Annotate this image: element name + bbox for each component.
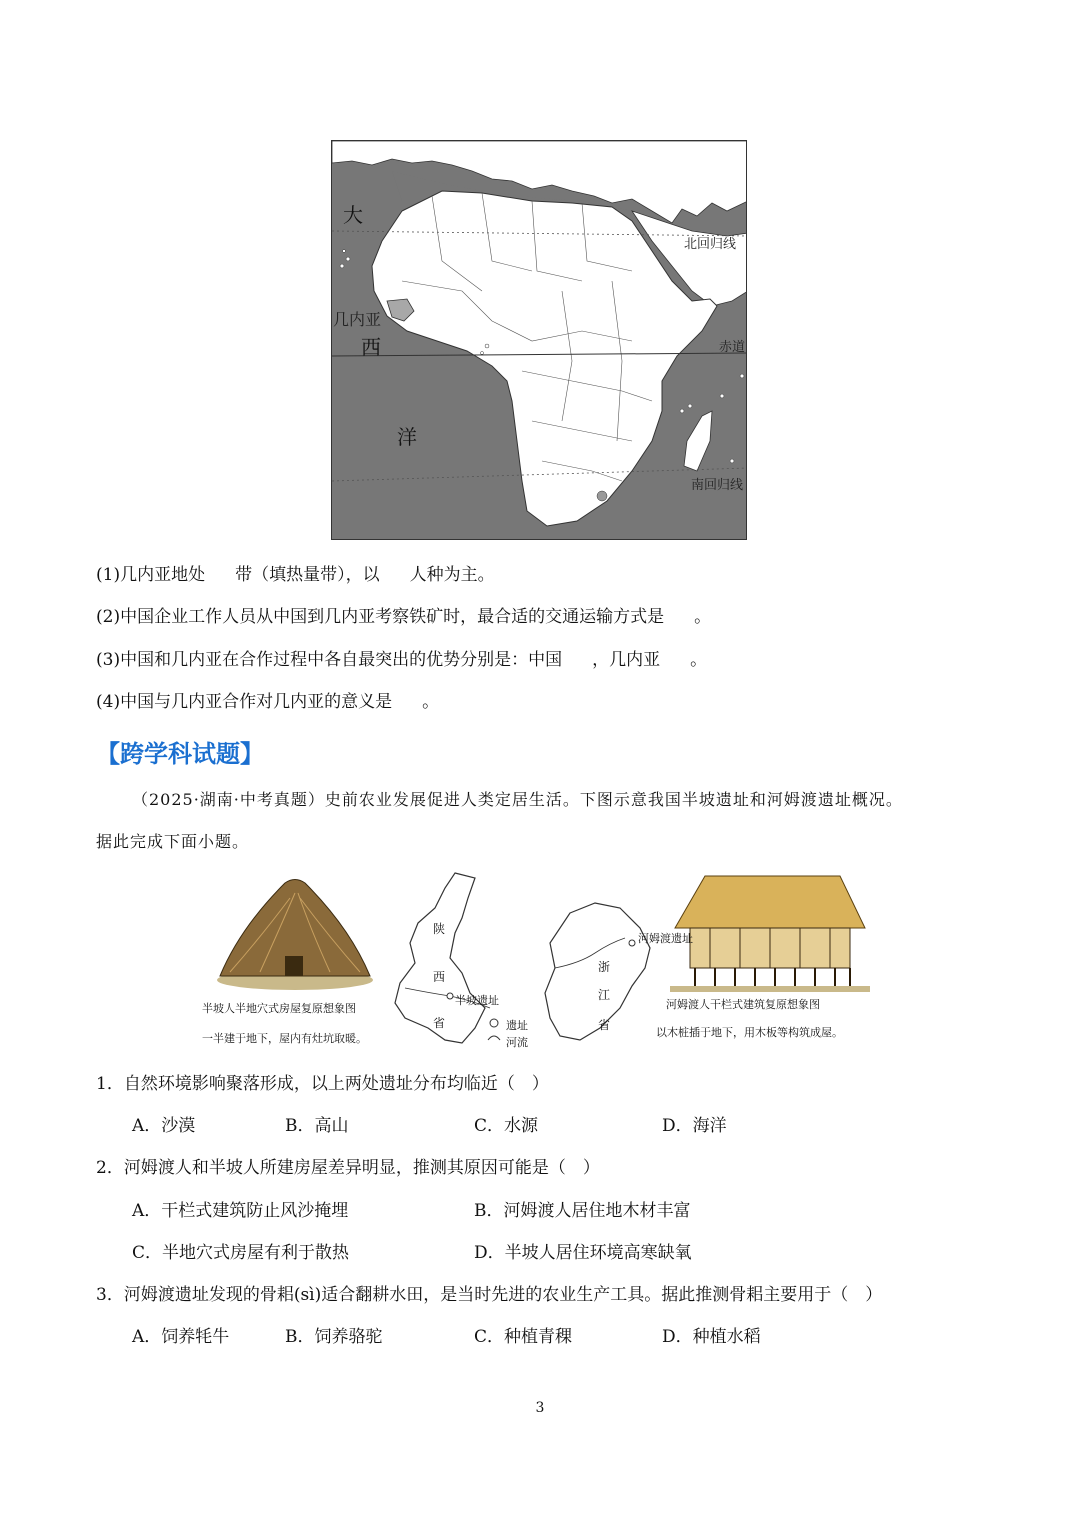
zhejiang-char-2: 江	[598, 988, 611, 1002]
mcq-1-stem: 1．自然环境影响聚落形成，以上两处遗址分布均临近（ ）	[96, 1074, 549, 1094]
map-label-tropic-capricorn: 南回归线	[691, 478, 744, 493]
page-number: 3	[535, 1400, 545, 1416]
q2-part-a: (2)中国企业工作人员从中国到几内亚考察铁矿时，最合适的交通运输方式是	[96, 607, 665, 627]
hemudu-site-label: 河姆渡遗址	[638, 932, 693, 945]
zhejiang-char-1: 浙	[598, 960, 611, 974]
intro-line-2: 据此完成下面小题。	[96, 832, 250, 851]
hemudu-caption-2: 以木桩插于地下，用木板等构筑成屋。	[656, 1026, 843, 1039]
q4-part-a: (4)中国与几内亚合作对几内亚的意义是	[96, 692, 393, 712]
mcq-3-stem: 3．河姆渡遗址发现的骨耜(sì)适合翻耕水田，是当时先进的农业生产工具。据此推测骨耜主要用于（ ）	[96, 1285, 883, 1305]
banpo-site-marker	[447, 993, 453, 999]
mcq-2-stem: 2．河姆渡人和半坡人所建房屋差异明显，推测其原因可能是（ ）	[96, 1158, 600, 1178]
q2-part-b: 。	[694, 607, 712, 627]
lesotho	[597, 491, 607, 501]
madagascar	[684, 411, 712, 471]
legend-river-label: 河流	[506, 1036, 528, 1049]
map-label-equator: 赤道	[719, 340, 746, 355]
q1-part-a: (1)几内亚地处	[96, 565, 206, 585]
q3-part-c: 。	[690, 650, 708, 670]
question-1	[96, 563, 495, 587]
banpo-site-label: 半坡遗址	[455, 994, 499, 1007]
question-4	[96, 690, 439, 714]
mcq-3-option-c[interactable]: C．种植青稞	[474, 1327, 573, 1347]
shaanxi-char-2: 西	[433, 970, 446, 984]
mcq-2-option-d[interactable]: D．半坡人居住环境高寒缺氧	[474, 1243, 692, 1263]
banpo-caption-2: 一半建于地下，屋内有灶坑取暖。	[202, 1032, 367, 1045]
q4-part-b: 。	[422, 692, 440, 712]
mcq-3-option-b[interactable]: B．饲养骆驼	[285, 1327, 383, 1347]
mcq-1-option-c[interactable]: C．水源	[474, 1116, 539, 1136]
shaanxi-char-3: 省	[433, 1016, 446, 1030]
q1-part-c: 人种为主。	[409, 565, 495, 585]
site-figure	[200, 868, 880, 1058]
mcq-1-option-d[interactable]: D．海洋	[662, 1116, 727, 1136]
question-2	[96, 605, 711, 629]
africa-map-svg	[332, 141, 747, 540]
hemudu-site-marker	[629, 940, 635, 946]
hemudu-caption-1: 河姆渡人干栏式建筑复原想象图	[666, 998, 820, 1011]
mcq-1-option-b[interactable]: B．高山	[285, 1116, 349, 1136]
mcq-2-option-a[interactable]: A．干栏式建筑防止风沙掩埋	[132, 1201, 349, 1221]
banpo-caption-1: 半坡人半地穴式房屋复原想象图	[202, 1002, 356, 1015]
mcq-2-option-c[interactable]: C．半地穴式房屋有利于散热	[132, 1243, 350, 1263]
map-label-da: 大	[343, 203, 363, 227]
q1-part-b: 带（填热量带），以	[235, 565, 380, 585]
shaanxi-char-1: 陕	[433, 922, 446, 936]
mcq-3-option-d[interactable]: D．种植水稻	[662, 1327, 761, 1347]
map-label-xi: 西	[361, 335, 381, 359]
zhejiang-char-3: 省	[598, 1018, 611, 1032]
intro-line-1: （2025·湖南·中考真题）史前农业发展促进人类定居生活。下图示意我国半坡遗址和河姆渡遗址概况。	[132, 790, 903, 809]
hemudu-house	[670, 876, 870, 992]
question-3	[96, 648, 707, 672]
map-label-yang: 洋	[397, 425, 417, 449]
mcq-2-option-b[interactable]: B．河姆渡人居住地木材丰富	[474, 1201, 691, 1221]
mcq-1-option-a[interactable]: A．沙漠	[132, 1116, 196, 1136]
q3-part-a: (3)中国和几内亚在合作过程中各自最突出的优势分别是：中国	[96, 650, 563, 670]
banpo-hut	[217, 880, 373, 991]
section-heading: 【跨学科试题】	[96, 740, 264, 768]
legend-river-marker	[488, 1036, 500, 1040]
map-label-tropic-cancer: 北回归线	[684, 237, 737, 252]
legend-site-marker	[490, 1019, 498, 1027]
mcq-3-option-a[interactable]: A．饲养牦牛	[132, 1327, 230, 1347]
map-label-guinea: 几内亚	[333, 310, 382, 329]
q3-part-b: ，几内亚	[592, 650, 661, 670]
legend-site-label: 遗址	[506, 1019, 528, 1032]
africa-map	[331, 140, 747, 540]
